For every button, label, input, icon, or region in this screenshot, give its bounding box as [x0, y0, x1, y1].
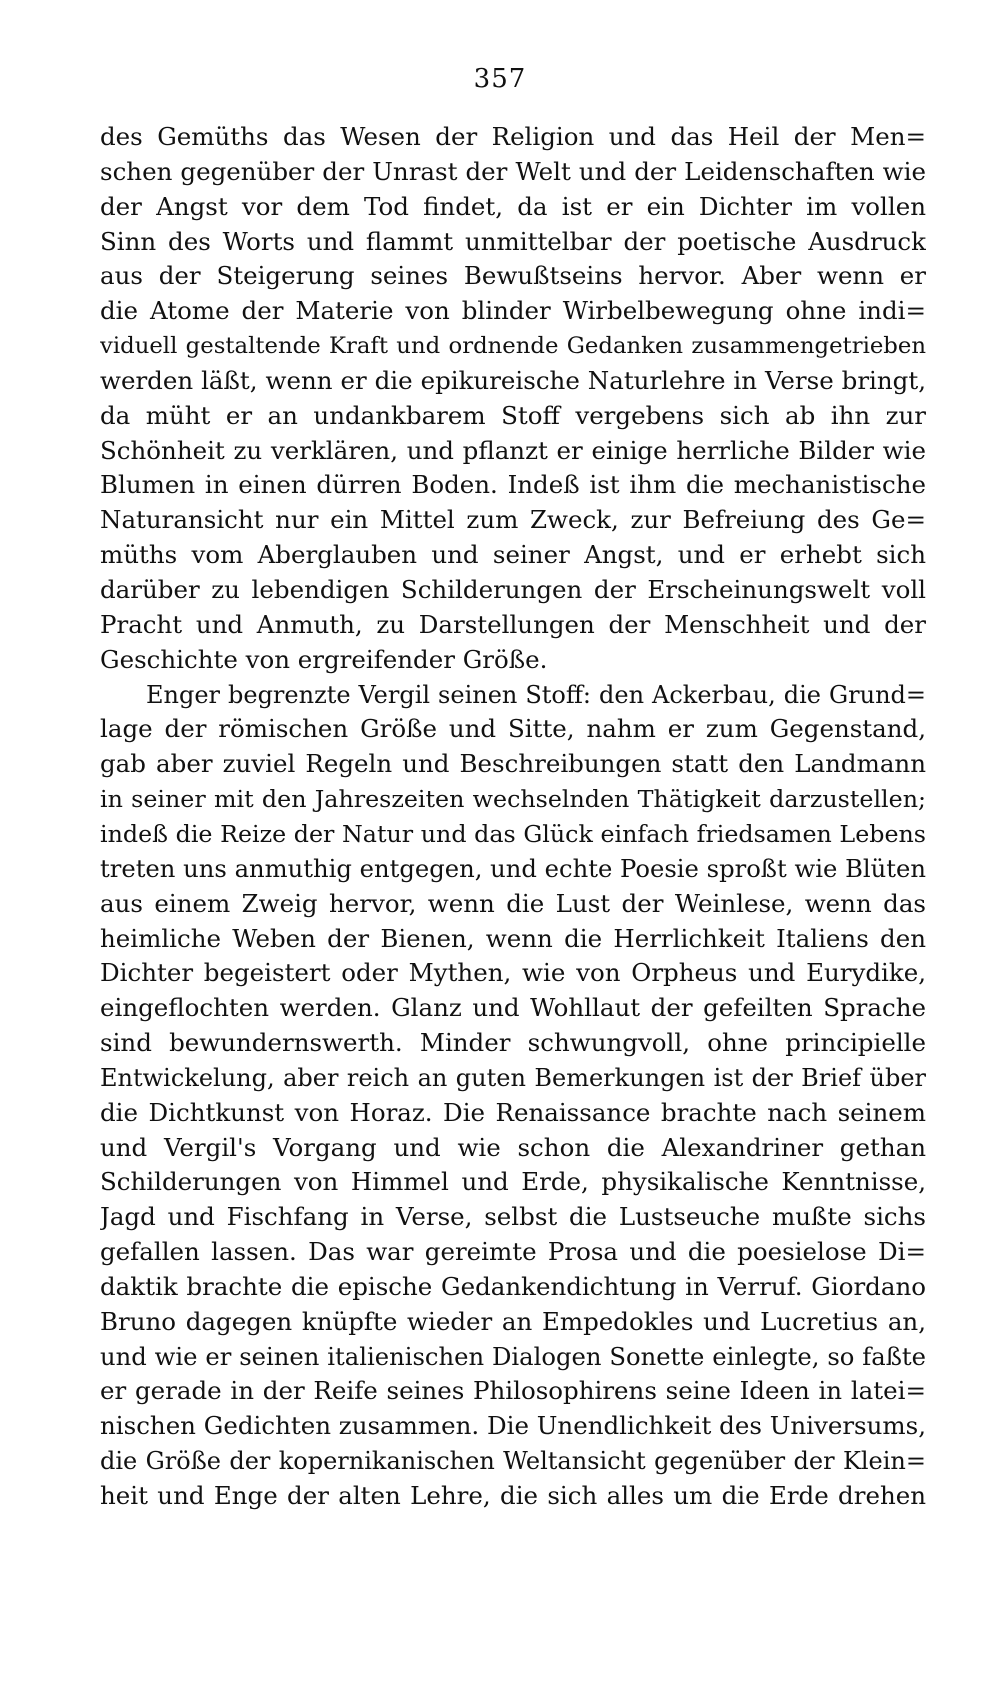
text-line: Naturansicht nur ein Mittel zum Zweck, zur Befreiung des Ge= — [100, 505, 926, 535]
text-line: Geschichte von ergreifender Größe. — [100, 644, 548, 674]
text-line: schen gegenüber der Unrast der Welt und der Leidenschaften wie — [100, 156, 926, 186]
text-line: und Vergil's Vorgang und wie schon die Alexandriner gethan — [100, 1132, 926, 1162]
text-line: Schönheit zu verklären, und pflanzt er einige herrliche Bilder wie — [100, 435, 926, 465]
text-line: aus der Steigerung seines Bewußtseins hervor. Aber wenn er — [100, 261, 926, 291]
text-line: lage der römischen Größe und Sitte, nahm er zum Gegenstand, — [100, 714, 926, 744]
text-line: müths vom Aberglauben und seiner Angst, und er erhebt sich — [100, 540, 926, 570]
text-line: treten uns anmuthig entgegen, und echte Poesie sproßt wie Blüten — [100, 853, 926, 883]
text-line: Dichter begeistert oder Mythen, wie von Orpheus und Eurydike, — [100, 958, 926, 988]
page-number: 357 — [473, 64, 527, 94]
text-line: Schilderungen von Himmel und Erde, physikalische Kenntnisse, — [100, 1167, 926, 1197]
text-line: die Atome der Materie von blinder Wirbelbewegung ohne indi= — [100, 296, 926, 326]
text-line: daktik brachte die epische Gedankendichtung in Verruf. Giordano — [100, 1271, 926, 1301]
paragraph-2 — [100, 678, 926, 1514]
text-line: in seiner mit den Jahreszeiten wechselnden Thätigkeit darzustellen; — [100, 785, 926, 814]
text-line: die Dichtkunst von Horaz. Die Renaissance brachte nach seinem — [100, 1097, 926, 1127]
text-line: der Angst vor dem Tod findet, da ist er ein Dichter im vollen — [100, 191, 926, 221]
text-line: Pracht und Anmuth, zu Darstellungen der Menschheit und der — [100, 609, 926, 639]
text-line: Enger begrenzte Vergil seinen Stoff: den Ackerbau, die Grund= — [146, 680, 926, 709]
text-line: da müht er an undankbarem Stoff vergebens sich ab ihn zur — [100, 400, 926, 430]
text-line: eingeflochten werden. Glanz und Wohllaut der gefeilten Sprache — [100, 993, 926, 1023]
text-line: Sinn des Worts und flammt unmittelbar der poetische Ausdruck — [100, 226, 926, 256]
text-line: er gerade in der Reife seines Philosophirens seine Ideen in latei= — [100, 1376, 926, 1406]
text-line: Jagd und Fischfang in Verse, selbst die Lustseuche mußte sichs — [100, 1202, 926, 1232]
text-line: aus einem Zweig hervor, wenn die Lust der Weinlese, wenn das — [100, 888, 926, 918]
text-line: und wie er seinen italienischen Dialogen Sonette einlegte, so faßte — [100, 1341, 926, 1371]
text-line: Bruno dagegen knüpfte wieder an Empedokles und Lucretius an, — [100, 1306, 926, 1336]
text-line: werden läßt, wenn er die epikureische Naturlehre in Verse bringt, — [100, 365, 926, 395]
text-line: heimliche Weben der Bienen, wenn die Herrlichkeit Italiens den — [100, 923, 926, 953]
text-line: nischen Gedichten zusammen. Die Unendlichkeit des Universums, — [100, 1411, 926, 1441]
text-line: Entwickelung, aber reich an guten Bemerkungen ist der Brief über — [100, 1063, 926, 1092]
text-line: indeß die Reize der Natur und das Glück einfach friedsamen Lebens — [100, 819, 926, 848]
text-line: Blumen in einen dürren Boden. Indeß ist ihm die mechanistische — [100, 470, 926, 500]
text-line: gab aber zuviel Regeln und Beschreibungen statt den Landmann — [100, 749, 926, 779]
text-line: die Größe der kopernikanischen Weltansicht gegenüber der Klein= — [100, 1447, 926, 1476]
paragraph-1 — [100, 120, 926, 678]
text-line: viduell gestaltende Kraft und ordnende Gedanken zusammengetrieben — [100, 333, 926, 360]
text-line: gefallen lassen. Das war gereimte Prosa und die poesielose Di= — [100, 1237, 926, 1267]
text-line: sind bewundernswerth. Minder schwungvoll, ohne principielle — [100, 1028, 926, 1058]
text-line: darüber zu lebendigen Schilderungen der Erscheinungswelt voll — [100, 574, 926, 604]
text-line: des Gemüths das Wesen der Religion und das Heil der Men= — [100, 122, 926, 151]
text-line: heit und Enge der alten Lehre, die sich alles um die Erde drehen — [100, 1481, 926, 1510]
